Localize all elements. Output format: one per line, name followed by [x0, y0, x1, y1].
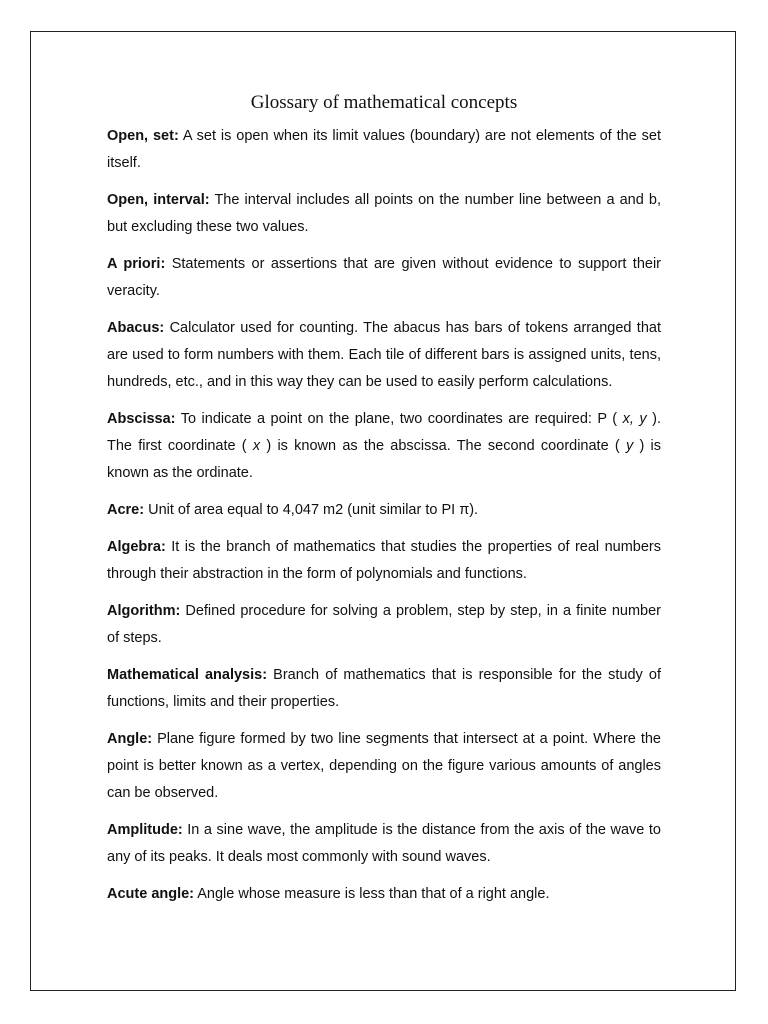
glossary-definition: The interval includes all points on the number line between a and b, but excluding these two values. — [107, 192, 661, 235]
glossary-entry — [107, 534, 661, 588]
glossary-definition: Plane figure formed by two line segments that intersect at a point. Where the point is better known as a vertex, depending on the figure various amounts of angles can be observed. — [107, 731, 661, 801]
glossary-term: Abscissa: — [107, 411, 176, 427]
glossary-definition: Angle whose measure is less than that of a right angle. — [194, 886, 550, 902]
glossary-definition: It is the branch of mathematics that studies the properties of real numbers through their abstraction in the form of polynomials and functions. — [107, 539, 661, 582]
glossary-list — [107, 123, 661, 918]
glossary-term: Acre: — [107, 502, 145, 518]
glossary-entry — [107, 817, 661, 871]
glossary-entry — [107, 251, 661, 305]
glossary-term: Algebra: — [107, 539, 166, 555]
glossary-definition: Branch of mathematics that is responsible for the study of functions, limits and their properties. — [107, 667, 661, 710]
glossary-entry — [107, 881, 661, 908]
glossary-definition-math: x — [252, 438, 261, 454]
glossary-definition-part: ). The first coordinate ( — [107, 411, 662, 454]
glossary-definition: In a sine wave, the amplitude is the distance from the axis of the wave to any of its peaks. It deals most commonly with sound waves. — [107, 822, 661, 865]
glossary-term: Open, set: — [107, 128, 179, 144]
glossary-entry — [107, 662, 661, 716]
glossary-term: Mathematical analysis: — [107, 667, 268, 683]
glossary-entry — [107, 123, 661, 177]
glossary-definition: Unit of area equal to 4,047 m2 (unit similar to PI π). — [144, 502, 479, 518]
glossary-entry — [107, 497, 661, 524]
glossary-definition-math: y — [625, 438, 634, 454]
glossary-definition: Calculator used for counting. The abacus has bars of tokens arranged that are used to form numbers with them. Each tile of different bars is assigned units, tens, hundreds, etc., and in this way they can be used to easily perform calculations. — [107, 320, 661, 390]
glossary-definition: Statements or assertions that are given without evidence to support their veracity. — [107, 256, 661, 299]
glossary-term: Amplitude: — [107, 822, 183, 838]
glossary-entry — [107, 726, 661, 807]
glossary-definition: Defined procedure for solving a problem, step by step, in a finite number of steps. — [107, 603, 661, 646]
glossary-definition-part: ) is known as the ordinate. — [107, 438, 662, 481]
glossary-term: Algorithm: — [107, 603, 181, 619]
glossary-definition-part: To indicate a point on the plane, two coordinates are required: P ( — [175, 411, 623, 427]
glossary-term: Angle: — [107, 731, 153, 747]
glossary-entry — [107, 315, 661, 396]
glossary-term: Open, interval: — [107, 192, 210, 208]
glossary-definition: A set is open when its limit values (boundary) are not elements of the set itself. — [107, 128, 661, 171]
glossary-entry — [107, 187, 661, 241]
document-title: Glossary of mathematical concepts — [250, 92, 518, 113]
glossary-entry — [107, 406, 661, 487]
glossary-entry — [107, 598, 661, 652]
glossary-term: Abacus: — [107, 320, 165, 336]
glossary-term: A priori: — [107, 256, 166, 272]
glossary-definition-part: ) is known as the abscissa. The second coordinate ( — [260, 438, 626, 454]
glossary-term: Acute angle: — [107, 886, 195, 902]
glossary-definition-math: x, y — [622, 411, 647, 427]
